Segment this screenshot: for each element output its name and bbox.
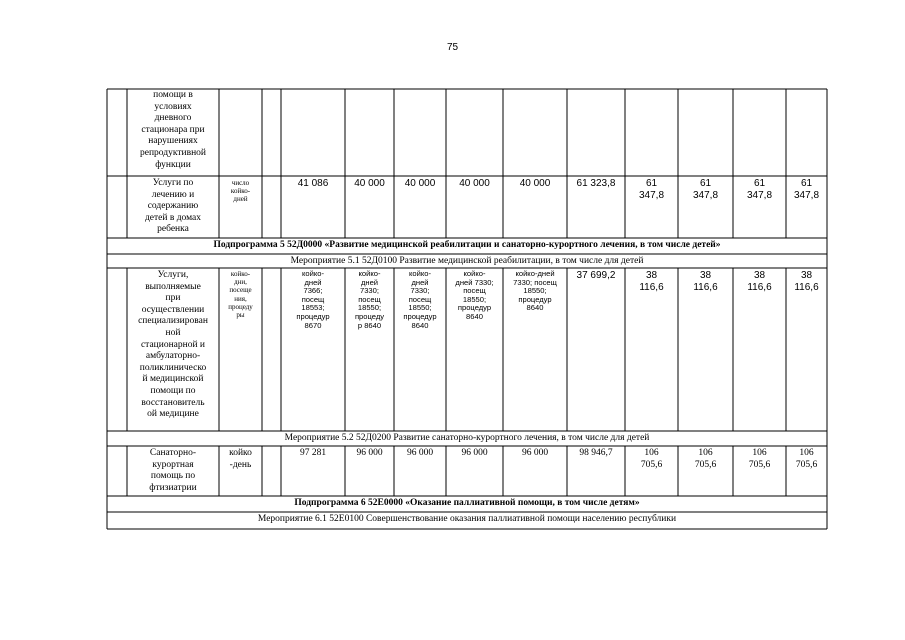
- row-d-money-3: 106 705,6: [748, 448, 771, 470]
- subprogram-6-heading: Подпрограмма 6 52Е0000 «Оказание паллиативной помощи, в том числе детям»: [294, 498, 640, 508]
- row-d-unit: койко -день: [229, 448, 252, 470]
- row-c-value-1: койко- дней 7366; посещ 18553; процедур 8670: [296, 269, 330, 330]
- row-b-value-6: 61 323,8: [576, 178, 616, 189]
- row-c-value-3: койко- дней 7330; посещ 18550; процедур 8640: [403, 269, 437, 330]
- row-b-money-4: 61 347,8: [793, 178, 820, 201]
- subprogram-5-heading: Подпрограмма 5 52Д0000 «Развитие медицинской реабилитации и санаторно-курортного лечения, в том числе детей»: [213, 240, 721, 250]
- row-d-value-3: 96 000: [406, 448, 434, 458]
- row-b-money-2: 61 347,8: [692, 178, 719, 201]
- row-c-value-6: 37 699,2: [576, 270, 616, 281]
- row-b-value-2: 40 000: [354, 178, 385, 189]
- row-d-value-1: 97 281: [299, 448, 327, 458]
- row-b-value-3: 40 000: [404, 178, 436, 189]
- page-number: 75: [446, 42, 459, 53]
- row-d-money-1: 106 705,6: [640, 448, 663, 470]
- row-c-value-4: койко- дней 7330; посещ 18550; процедур 8640: [455, 269, 494, 321]
- row-d-value-6: 98 946,7: [579, 448, 613, 458]
- row-d-money-2: 106 705,6: [694, 448, 717, 470]
- row-c-money-4: 38 116,6: [794, 270, 819, 293]
- row-c-value-2: койко- дней 7330; посещ 18550; процеду р 8640: [354, 269, 385, 330]
- row-b-value-5: 40 000: [519, 178, 551, 189]
- row-c-money-1: 38 116,6: [639, 270, 664, 293]
- row-b-value-4: 40 000: [459, 178, 490, 189]
- measure-6-1-heading: Мероприятие 6.1 52Е0100 Совершенствование оказания паллиативной помощи населению республики: [257, 514, 677, 524]
- row-b-value-1: 41 086: [297, 178, 329, 189]
- row-b-name: Услуги по лечению и содержанию детей в домах ребенка: [144, 178, 202, 235]
- row-c-unit: койко- дни, посеще ния, процеду ры: [228, 270, 253, 320]
- row-d-value-5: 96 000: [521, 448, 549, 458]
- row-d-name: Санаторно- курортная помощь по фтизиатрии: [149, 448, 197, 493]
- measure-5-2-heading: Мероприятие 5.2 52Д0200 Развитие санаторно-курортного лечения, в том числе для детей: [284, 433, 650, 443]
- row-d-value-4: 96 000: [461, 448, 488, 458]
- row-c-value-5: койко-дней 7330; посещ 18550; процедур 8640: [513, 269, 557, 313]
- row-b-unit: число койко- дней: [230, 179, 251, 204]
- measure-5-1-heading: Мероприятие 5.1 52Д0100 Развитие медицинской реабилитации, в том числе для детей: [290, 256, 644, 266]
- row-c-money-2: 38 116,6: [693, 270, 718, 293]
- row-d-money-4: 106 705,6: [795, 448, 818, 470]
- row-b-money-3: 61 347,8: [746, 178, 773, 201]
- row-c-name: Услуги, выполняемые при осуществлении специализирован ной стационарной и амбулаторно- поликлиническо й медицинской помощи по восстановитель ой медицине: [138, 270, 208, 420]
- row-c-money-3: 38 116,6: [747, 270, 772, 293]
- row-a-name: помощи в условиях дневного стационара при нарушениях репродуктивной функции: [140, 90, 206, 170]
- row-b-money-1: 61 347,8: [638, 178, 665, 201]
- row-d-value-2: 96 000: [356, 448, 383, 458]
